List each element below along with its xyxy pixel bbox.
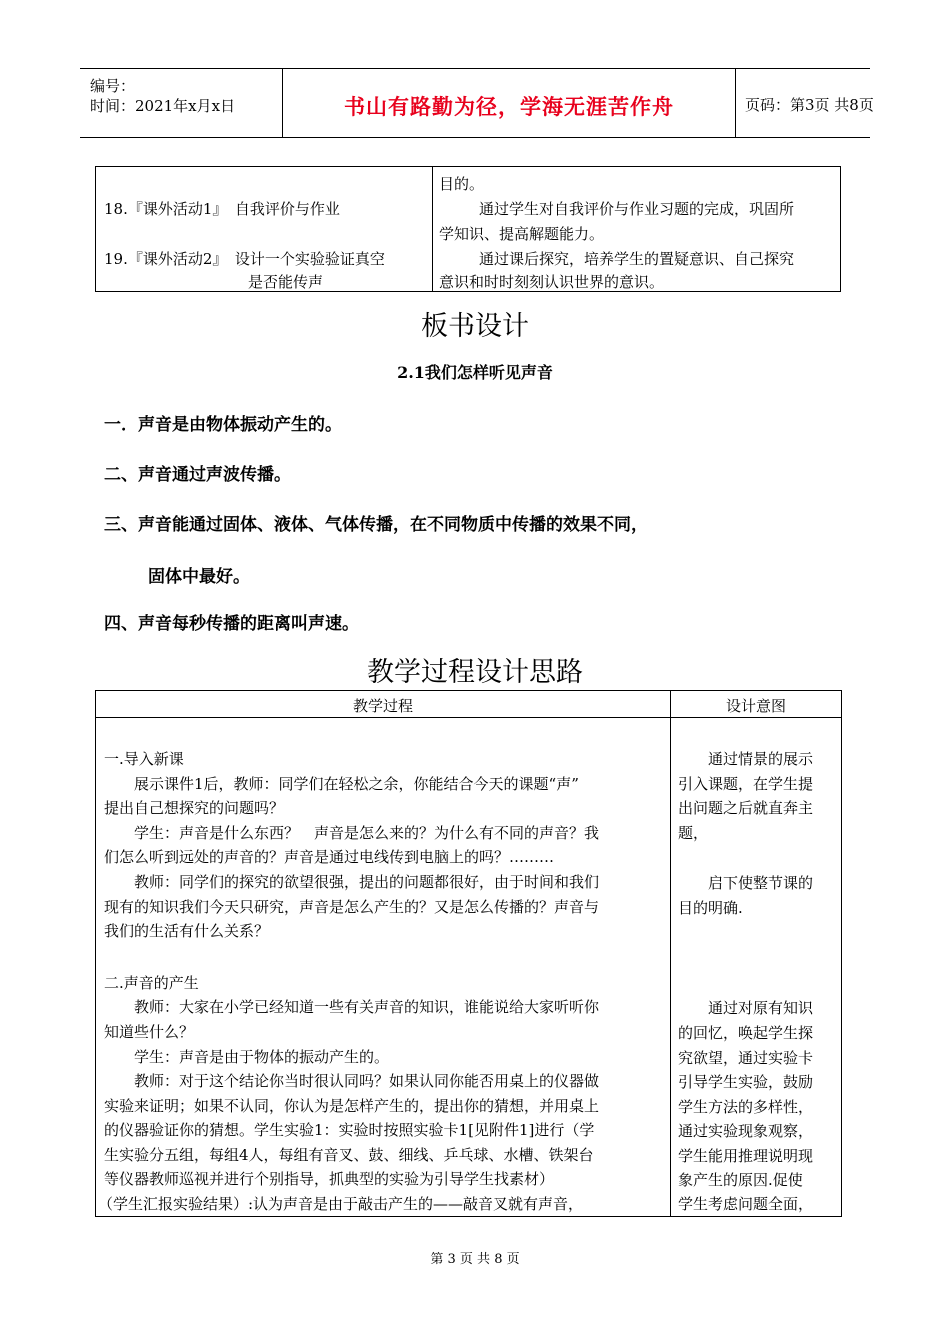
header-page-cell [735,69,874,137]
intent-line: 引入课题，在学生提 [678,775,814,793]
intent-line: 象产生的原因.促使 [678,1171,803,1189]
process-line: （学生汇报实验结果）:认为声音是由于敲击产生的——敲音叉就有声音， [98,1195,584,1213]
intent-line: 通过实验现象观察， [678,1122,814,1140]
intent-line: 学生方法的多样性， [678,1098,814,1116]
code-label: 编号： [90,77,136,95]
process-line: 知道些什么？ [104,1023,195,1041]
intent-line: 学生能用推理说明现 [678,1147,814,1165]
process-line: 实验来证明；如果不认同，你认为是怎样产生的，提出你的猜想，并用桌上 [104,1097,600,1115]
intent-line: 启下使整节课的 [678,874,814,892]
page-footer: 第 3 页 共 8 页 [430,1252,520,1267]
process-line: 提出自己想探究的问题吗？ [104,799,285,817]
process-line: 等仪器教师巡视并进行个别指导，抓典型的实验为引导学生找素材） [104,1170,555,1188]
header-info-cell [80,69,282,137]
board-point: 三、声音能通过固体、液体、气体传播，在不同物质中传播的效果不同， [104,515,648,535]
table-header-rule [96,717,841,718]
board-point: 一．声音是由物体振动产生的。 [104,415,342,435]
process-table [95,690,842,1217]
process-line: 教师：对于这个结论你当时很认同吗？如果认同你能否用桌上的仪器做 [104,1072,600,1090]
intent-line: 通过对原有知识 [678,999,814,1017]
process-line: 的仪器验证你的猜想。学生实验1：实验时按照实验卡1[见附件1]进行（学 [104,1121,595,1139]
intent-line: 学生考虑问题全面， [678,1195,814,1213]
process-line: 学生：声音是什么东西？ 声音是怎么来的？为什么有不同的声音？我 [104,824,600,842]
table-cell: 目的。 [439,175,485,193]
intent-line: 出问题之后就直奔主 [678,799,814,817]
process-line: 生实验分五组，每组4人，每组有音叉、鼓、细线、乒乓球、水槽、铁架台 [104,1146,594,1164]
table-cell: 通过课后探究，培养学生的置疑意识、自己探究 [479,250,795,268]
board-design-title: 板书设计 [421,311,529,342]
intent-line: 的回忆，唤起学生探 [678,1024,814,1042]
board-point: 二、声音通过声波传播。 [104,465,291,485]
table-cell: 18.『课外活动1』 自我评价与作业 [104,200,340,218]
intent-line: 究欲望，通过实验卡 [678,1049,814,1067]
table-cell: 意识和时时刻刻认识世界的意识。 [439,273,665,291]
table-divider [432,167,433,291]
page-info: 页码：第3页 共8页 [745,96,874,114]
process-line: 我们的生活有什么关系？ [104,922,270,940]
date-line: 时间：2021年x月x日 [90,97,236,115]
board-design-subtitle: 2.1我们怎样听见声音 [397,363,553,382]
activities-table [95,166,841,292]
page-header [80,68,874,138]
table-column-divider [670,691,671,1216]
board-point: 四、声音每秒传播的距离叫声速。 [104,614,359,634]
board-point: 固体中最好。 [148,567,250,587]
process-line: 展示课件1后，教师：同学们在轻松之余，你能结合今天的课题“声” [104,775,579,793]
process-line: 二.声音的产生 [104,974,199,992]
header-motto-cell [282,69,736,137]
table-cell: 通过学生对自我评价与作业习题的完成，巩固所 [479,200,795,218]
intent-line: 引导学生实验，鼓励 [678,1073,814,1091]
process-line: 学生：声音是由于物体的振动产生的。 [104,1048,390,1066]
process-line: 现有的知识我们今天只研究，声音是怎么产生的？又是怎么传播的？声音与 [104,898,600,916]
motto: 书山有路勤为径，学海无涯苦作舟 [344,95,674,119]
table-cell: 是否能传声 [248,273,324,291]
intent-line: 题， [678,824,709,842]
process-design-title: 教学过程设计思路 [367,657,583,688]
table-cell: 19.『课外活动2』 设计一个实验验证真空 [104,250,385,268]
intent-line: 目的明确. [678,899,743,917]
process-line: 教师：同学们的探究的欲望很强，提出的问题都很好，由于时间和我们 [104,873,600,891]
column-header-process: 教学过程 [352,697,413,715]
process-line: 教师：大家在小学已经知道一些有关声音的知识，谁能说给大家听听你 [104,998,600,1016]
table-cell: 学知识、提高解题能力。 [439,225,605,243]
process-line: 一.导入新课 [104,750,184,768]
process-line: 们怎么听到远处的声音的？声音是通过电线传到电脑上的吗？……… [104,848,555,866]
column-header-intent: 设计意图 [725,697,786,715]
intent-line: 通过情景的展示 [678,750,814,768]
